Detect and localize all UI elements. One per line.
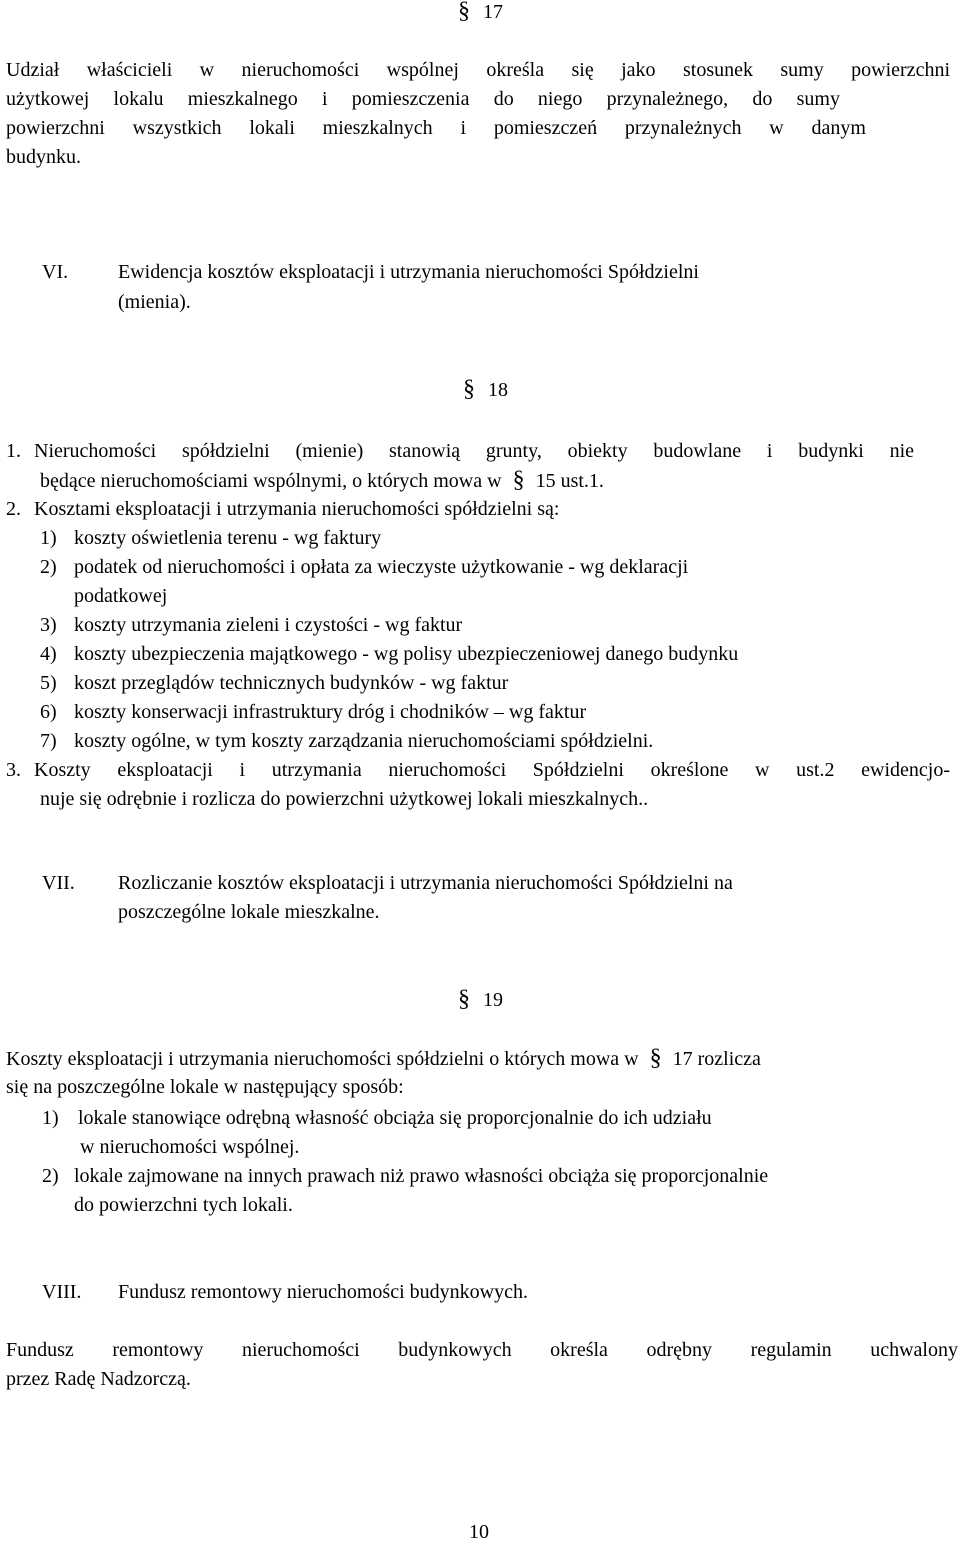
subitem-number: 5)	[40, 672, 57, 694]
subitem-text: podatek od nieruchomości i opłata za wieczyste użytkowanie - wg deklaracji	[74, 556, 689, 578]
subitem-text: lokale zajmowane na innych prawach niż prawo własności obciąża się proporcjonalnie	[74, 1165, 769, 1187]
subitem-text: koszt przeglądów technicznych budynków - wg faktur	[74, 672, 509, 694]
chapter-viii-text-line: Fundusz remontowy nieruchomości budynkowych określa odrębny regulamin uchwalony	[6, 1339, 958, 1361]
section-number: 17	[483, 1, 503, 23]
section-mark: §	[649, 1045, 662, 1071]
chapter-vi-title-line: Ewidencja kosztów eksploatacji i utrzymania nieruchomości Spółdzielni	[118, 261, 699, 283]
list-item-text: Nieruchomości spółdzielni (mienie) stanowią grunty, obiekty budowlane i budynki nie	[34, 440, 914, 462]
chapter-viii-title: Fundusz remontowy nieruchomości budynkowych.	[118, 1281, 528, 1303]
section-19-heading	[458, 985, 503, 1015]
section-18-heading	[463, 375, 508, 405]
subitem-text: w nieruchomości wspólnej.	[80, 1136, 300, 1158]
page-number: 10	[469, 1521, 489, 1543]
list-item-text: Kosztami eksploatacji i utrzymania nieruchomości spółdzielni są:	[34, 498, 560, 520]
chapter-vi-title-line: (mienia).	[118, 291, 191, 313]
list-item-text	[40, 466, 604, 496]
chapter-vii-title-line: poszczególne lokale mieszkalne.	[118, 901, 380, 923]
subitem-text: podatkowej	[74, 585, 168, 607]
chapter-viii-text-line: przez Radę Nadzorczą.	[6, 1368, 191, 1390]
subitem-text: koszty ogólne, w tym koszty zarządzania nieruchomościami spółdzielni.	[74, 730, 654, 752]
list-item-number: 1.	[6, 440, 21, 462]
subitem-number: 7)	[40, 730, 57, 752]
section-mark: §	[512, 467, 525, 493]
subitem-number: 4)	[40, 643, 57, 665]
section-mark: §	[458, 0, 470, 24]
list-item-number: 2.	[6, 498, 21, 520]
list-item-text-part: 15 ust.1.	[535, 470, 604, 492]
list-item-text: nuje się odrębnie i rozlicza do powierzchni użytkowej lokali mieszkalnych..	[40, 788, 649, 810]
subitem-text: lokale stanowiące odrębną własność obciąża się proporcjonalnie do ich udziału	[78, 1107, 712, 1129]
subitem-number: 1)	[42, 1107, 59, 1129]
section-number: 19	[483, 989, 503, 1011]
subitem-number: 2)	[42, 1165, 59, 1187]
subitem-number: 6)	[40, 701, 57, 723]
section-17-text-line: budynku.	[6, 146, 81, 168]
list-item-text-part: będące nieruchomościami wspólnymi, o których mowa w	[40, 470, 502, 492]
section-number: 18	[488, 379, 508, 401]
section-mark: §	[463, 376, 475, 402]
section-19-text-part: Koszty eksploatacji i utrzymania nieruchomości spółdzielni o których mowa w	[6, 1048, 639, 1070]
list-item-number: 3.	[6, 759, 21, 781]
section-19-text-line: się na poszczególne lokale w następujący sposób:	[6, 1076, 404, 1098]
subitem-number: 1)	[40, 527, 57, 549]
chapter-vii-title-line: Rozliczanie kosztów eksploatacji i utrzymania nieruchomości Spółdzielni na	[118, 872, 733, 894]
section-17-text-line: użytkowej lokalu mieszkalnego i pomieszczenia do niego przynależnego, do sumy	[6, 88, 840, 110]
chapter-viii-numeral: VIII.	[42, 1281, 82, 1303]
section-mark: §	[458, 986, 470, 1012]
subitem-text: koszty utrzymania zieleni i czystości - wg faktur	[74, 614, 463, 636]
subitem-number: 2)	[40, 556, 57, 578]
section-17-text-line: Udział właścicieli w nieruchomości wspólnej określa się jako stosunek sumy powierzchni	[6, 59, 950, 81]
subitem-text: koszty oświetlenia terenu - wg faktury	[74, 527, 382, 549]
subitem-text: koszty konserwacji infrastruktury dróg i chodników – wg faktur	[74, 701, 587, 723]
section-17-heading	[458, 0, 503, 27]
section-17-text-line: powierzchni wszystkich lokali mieszkalnych i pomieszczeń przynależnych w danym	[6, 117, 866, 139]
section-19-text-part: 17 rozlicza	[672, 1048, 761, 1070]
chapter-vii-numeral: VII.	[42, 872, 75, 894]
subitem-text: do powierzchni tych lokali.	[74, 1194, 293, 1216]
subitem-number: 3)	[40, 614, 57, 636]
chapter-vi-numeral: VI.	[42, 261, 69, 283]
subitem-text: koszty ubezpieczenia majątkowego - wg polisy ubezpieczeniowej danego budynku	[74, 643, 739, 665]
list-item-text: Koszty eksploatacji i utrzymania nieruchomości Spółdzielni określone w ust.2 ewidencjo-	[34, 759, 950, 781]
section-19-text-line	[6, 1044, 761, 1074]
